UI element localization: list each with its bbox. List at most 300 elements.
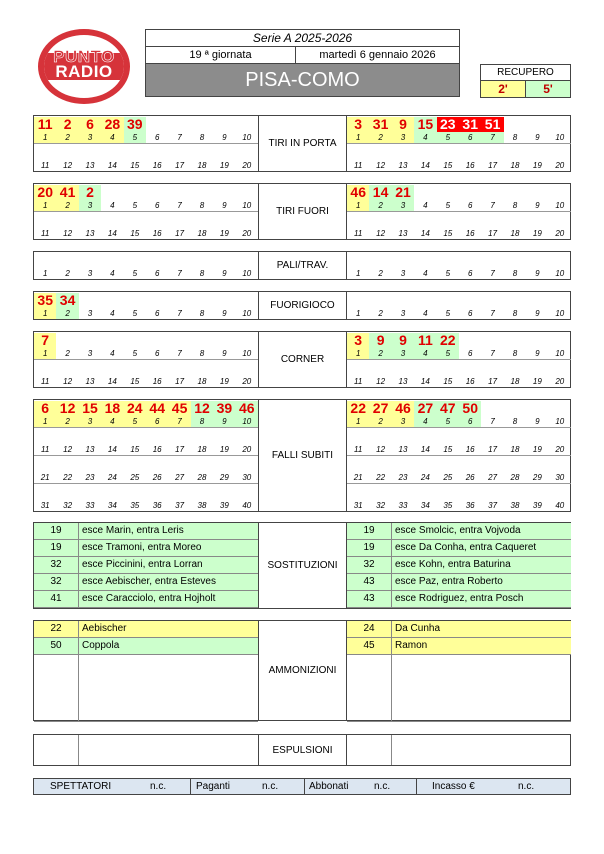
tiri-fuori-away-index: 8 bbox=[512, 201, 518, 210]
pali-trav-away-minute bbox=[526, 253, 548, 268]
corner-home-minute bbox=[79, 333, 101, 348]
corner-home-minute bbox=[56, 333, 78, 348]
tiri-in-porta-home-minute: 39 bbox=[124, 117, 146, 132]
pali-trav-away-minute bbox=[347, 253, 369, 268]
falli-subiti-away-index: 2 bbox=[369, 416, 391, 427]
falli-subiti-away-minute bbox=[481, 429, 503, 444]
tiri-in-porta-home-minute bbox=[236, 117, 258, 132]
fuorigioco-away-minute bbox=[526, 293, 548, 308]
falli-subiti-away-index: 36 bbox=[465, 501, 475, 510]
fuorigioco-away-minute bbox=[437, 293, 459, 308]
falli-subiti-away-index: 27 bbox=[488, 473, 498, 482]
tiri-in-porta-home-minute bbox=[168, 117, 190, 132]
corner-away-index: 8 bbox=[512, 349, 518, 358]
falli-subiti-away-minute bbox=[459, 485, 481, 500]
falli-subiti-away-minute: 47 bbox=[437, 401, 459, 416]
corner-away-minute bbox=[459, 361, 481, 376]
fuorigioco-home-index: 1 bbox=[34, 308, 56, 319]
event-minute: 45 bbox=[363, 640, 375, 651]
falli-subiti-home-minute: 6 bbox=[34, 401, 56, 416]
corner-home-index: 2 bbox=[65, 349, 70, 358]
falli-subiti-away-index: 24 bbox=[420, 473, 430, 482]
falli-subiti-away-index: 37 bbox=[488, 501, 498, 510]
match-title: PISA-COMO bbox=[146, 64, 459, 96]
falli-subiti-home-index: 9 bbox=[213, 416, 235, 427]
falli-subiti-home-minute: 46 bbox=[236, 401, 258, 416]
falli-subiti-away-index: 25 bbox=[443, 473, 453, 482]
falli-subiti-home-minute bbox=[236, 457, 258, 472]
tiri-fuori-home-minute bbox=[101, 213, 123, 228]
tiri-in-porta-home-minute bbox=[124, 145, 146, 160]
pali-trav-home-minute bbox=[34, 253, 56, 268]
fuorigioco-home-minute bbox=[236, 293, 258, 308]
falli-subiti-home-minute bbox=[101, 485, 123, 500]
falli-subiti-away-minute bbox=[481, 485, 503, 500]
tiri-fuori-away-minute bbox=[347, 213, 369, 228]
recupero-first-half: 2' bbox=[481, 81, 526, 97]
corner-home-index: 6 bbox=[154, 349, 160, 358]
event-text: esce Rodriguez, entra Posch bbox=[391, 591, 571, 607]
tiri-in-porta-away-minute bbox=[437, 145, 459, 160]
falli-subiti-away-index: 26 bbox=[465, 473, 475, 482]
event-minute: 32 bbox=[50, 576, 62, 587]
falli-subiti-away-minute bbox=[481, 401, 503, 416]
falli-subiti-home-index: 11 bbox=[41, 445, 50, 454]
corner-home bbox=[34, 332, 258, 387]
falli-subiti-home-index: 2 bbox=[56, 416, 78, 427]
falli-subiti-home-index: 19 bbox=[219, 445, 229, 454]
falli-subiti-home-index: 5 bbox=[124, 416, 146, 427]
falli-subiti-home-minute bbox=[213, 485, 235, 500]
pali-trav-home-index: 2 bbox=[65, 269, 70, 278]
event-minute: 43 bbox=[363, 576, 375, 587]
corner-home-minute bbox=[124, 361, 146, 376]
corner-home-minute bbox=[213, 333, 235, 348]
tiri-fuori-home-index: 18 bbox=[197, 229, 207, 238]
corner-away-minute bbox=[504, 333, 526, 348]
tiri-in-porta-label: TIRI IN PORTA bbox=[258, 116, 347, 171]
falli-subiti-home-minute bbox=[34, 457, 56, 472]
corner-home-index: 19 bbox=[219, 377, 229, 386]
event-minute: 32 bbox=[50, 559, 62, 570]
espulsioni-label: ESPULSIONI bbox=[258, 735, 347, 765]
falli-subiti-home-minute bbox=[236, 429, 258, 444]
fuorigioco-home-minute bbox=[101, 293, 123, 308]
event-text: esce Kohn, entra Baturina bbox=[391, 557, 571, 573]
paganti-value: n.c. bbox=[262, 781, 279, 792]
falli-subiti-away-index: 7 bbox=[490, 417, 495, 426]
tiri-fuori-home-index: 15 bbox=[130, 229, 140, 238]
falli-subiti-away-index: 9 bbox=[535, 417, 540, 426]
fuorigioco-away-minute bbox=[459, 293, 481, 308]
event-text: esce Caracciolo, entra Hojholt bbox=[78, 591, 258, 607]
corner-home-minute bbox=[191, 333, 213, 348]
tiri-fuori-away-minute: 21 bbox=[392, 185, 414, 200]
corner-home-minute bbox=[168, 361, 190, 376]
corner-away-minute bbox=[481, 333, 503, 348]
tiri-in-porta-home-index: 17 bbox=[175, 161, 185, 170]
pali-trav-away-minute bbox=[459, 253, 481, 268]
falli-subiti-home-index: 32 bbox=[63, 501, 73, 510]
tiri-in-porta-block bbox=[33, 115, 571, 172]
falli-subiti-home-minute bbox=[146, 485, 168, 500]
falli-subiti-home-minute: 44 bbox=[146, 401, 168, 416]
tiri-fuori-away-minute bbox=[549, 185, 571, 200]
corner-home-minute bbox=[236, 333, 258, 348]
event-text: esce Tramoni, entra Moreo bbox=[78, 540, 258, 556]
tiri-fuori-away-index: 5 bbox=[445, 201, 451, 210]
falli-subiti-away-index: 4 bbox=[414, 416, 436, 427]
falli-subiti-away-minute bbox=[504, 401, 526, 416]
tiri-in-porta-away-minute bbox=[414, 145, 436, 160]
fuorigioco-away-index: 8 bbox=[512, 309, 518, 318]
pali-trav-away-index: 4 bbox=[423, 269, 428, 278]
falli-subiti-home-index: 29 bbox=[219, 473, 229, 482]
pali-trav-home-minute bbox=[213, 253, 235, 268]
pali-trav-away-index: 3 bbox=[400, 269, 406, 278]
tiri-fuori-away-minute bbox=[414, 213, 436, 228]
falli-subiti-home-index: 17 bbox=[175, 445, 185, 454]
tiri-in-porta-home-index: 11 bbox=[41, 161, 50, 170]
falli-subiti-home-index: 20 bbox=[242, 445, 252, 454]
pali-trav-label: PALI/TRAV. bbox=[258, 252, 347, 279]
event-text bbox=[78, 705, 258, 721]
tiri-fuori-home-minute bbox=[146, 213, 168, 228]
falli-subiti-away-index: 32 bbox=[376, 501, 386, 510]
tiri-in-porta-away-index: 14 bbox=[420, 161, 430, 170]
event-text: Da Cunha bbox=[391, 621, 571, 637]
event-minute: 50 bbox=[50, 640, 62, 651]
tiri-in-porta-away-index: 8 bbox=[512, 133, 518, 142]
falli-subiti-home-minute bbox=[168, 429, 190, 444]
tiri-in-porta-home-minute bbox=[79, 145, 101, 160]
falli-subiti-away-index: 18 bbox=[510, 445, 520, 454]
abbonati-value: n.c. bbox=[374, 781, 391, 792]
falli-subiti-home-minute: 15 bbox=[79, 401, 101, 416]
tiri-fuori-home-minute: 41 bbox=[56, 185, 78, 200]
paganti-label: Paganti bbox=[196, 781, 230, 792]
tiri-fuori-away-index: 1 bbox=[347, 200, 369, 211]
logo-line2: RADIO bbox=[55, 62, 113, 81]
tiri-in-porta-home-minute bbox=[56, 145, 78, 160]
tiri-fuori-block bbox=[33, 183, 571, 240]
tiri-fuori-home-index: 4 bbox=[110, 201, 115, 210]
pali-trav-away-minute bbox=[437, 253, 459, 268]
falli-subiti-home-minute bbox=[236, 485, 258, 500]
fuorigioco-home-minute bbox=[124, 293, 146, 308]
tiri-in-porta-away-minute: 31 bbox=[459, 117, 481, 132]
tiri-fuori-away-minute bbox=[459, 213, 481, 228]
tiri-in-porta-away-minute: 51 bbox=[481, 117, 503, 132]
falli-subiti-away-minute bbox=[549, 485, 571, 500]
pali-trav-away-index: 6 bbox=[467, 269, 473, 278]
falli-subiti-label: FALLI SUBITI bbox=[258, 400, 347, 511]
tiri-in-porta-home-index: 13 bbox=[85, 161, 95, 170]
corner-home-minute: 7 bbox=[34, 333, 56, 348]
fuorigioco-away-index: 9 bbox=[535, 309, 540, 318]
falli-subiti-away-index: 6 bbox=[459, 416, 481, 427]
sostituzioni-block bbox=[33, 522, 571, 609]
falli-subiti-home-index: 37 bbox=[175, 501, 185, 510]
corner-home-minute bbox=[124, 333, 146, 348]
falli-subiti-home-index: 27 bbox=[175, 473, 185, 482]
pali-trav-away-index: 8 bbox=[512, 269, 518, 278]
falli-subiti-away-index: 20 bbox=[555, 445, 565, 454]
tiri-in-porta-away-minute: 31 bbox=[369, 117, 391, 132]
corner-away-minute bbox=[459, 333, 481, 348]
pali-trav-home-index: 8 bbox=[199, 269, 205, 278]
corner-home-minute bbox=[168, 333, 190, 348]
falli-subiti-home-minute bbox=[101, 429, 123, 444]
tiri-in-porta-away-minute: 3 bbox=[347, 117, 369, 132]
tiri-fuori-away-minute bbox=[526, 185, 548, 200]
tiri-in-porta-away-minute: 23 bbox=[437, 117, 459, 132]
tiri-fuori-home-minute: 2 bbox=[79, 185, 101, 200]
falli-subiti-away-minute bbox=[347, 485, 369, 500]
tiri-in-porta-home-minute: 28 bbox=[101, 117, 123, 132]
falli-subiti-away-minute bbox=[414, 485, 436, 500]
fuorigioco-away-index: 3 bbox=[400, 309, 406, 318]
tiri-in-porta-home-index: 19 bbox=[219, 161, 229, 170]
corner-home-index: 14 bbox=[107, 377, 117, 386]
corner-away-index: 19 bbox=[532, 377, 542, 386]
tiri-in-porta-away bbox=[347, 116, 571, 171]
ammonizioni-block bbox=[33, 620, 571, 721]
falli-subiti-home-minute bbox=[191, 485, 213, 500]
falli-subiti-away-index: 14 bbox=[420, 445, 430, 454]
falli-subiti-away-minute bbox=[459, 429, 481, 444]
pali-trav-away-index: 7 bbox=[490, 269, 495, 278]
tiri-fuori-away-index: 19 bbox=[532, 229, 542, 238]
corner-home-minute bbox=[146, 361, 168, 376]
falli-subiti-away-minute: 22 bbox=[347, 401, 369, 416]
falli-subiti-home-index: 38 bbox=[197, 501, 207, 510]
falli-subiti-home-index: 6 bbox=[146, 416, 168, 427]
fuorigioco-away-minute bbox=[414, 293, 436, 308]
fuorigioco-away-minute bbox=[549, 293, 571, 308]
tiri-fuori-home-index: 14 bbox=[107, 229, 117, 238]
tiri-fuori-home-minute bbox=[56, 213, 78, 228]
falli-subiti-away-minute bbox=[347, 429, 369, 444]
tiri-in-porta-home-minute bbox=[191, 117, 213, 132]
falli-subiti-home-index: 34 bbox=[107, 501, 117, 510]
fuorigioco-away-index: 1 bbox=[355, 309, 361, 318]
tiri-fuori-home-minute bbox=[101, 185, 123, 200]
falli-subiti-home-index: 15 bbox=[130, 445, 140, 454]
tiri-fuori-away-index: 11 bbox=[354, 229, 363, 238]
falli-subiti-away-index: 10 bbox=[555, 417, 565, 426]
event-minute: 19 bbox=[363, 525, 375, 536]
substitution-row bbox=[347, 574, 571, 591]
corner-away-index: 13 bbox=[398, 377, 408, 386]
fuorigioco-away-index: 2 bbox=[378, 309, 383, 318]
corner-away-minute bbox=[526, 361, 548, 376]
event-minute: 32 bbox=[363, 559, 375, 570]
fuorigioco-home-index: 8 bbox=[199, 309, 205, 318]
corner-block bbox=[33, 331, 571, 388]
tiri-fuori-away-minute bbox=[437, 185, 459, 200]
fuorigioco-home bbox=[34, 292, 258, 319]
tiri-in-porta-away-minute bbox=[504, 145, 526, 160]
falli-subiti-away-minute bbox=[549, 401, 571, 416]
pali-trav-home-index: 5 bbox=[132, 269, 138, 278]
corner-home-index: 20 bbox=[242, 377, 252, 386]
tiri-in-porta-away-index: 13 bbox=[398, 161, 408, 170]
fuorigioco-away-index: 7 bbox=[490, 309, 495, 318]
falli-subiti-away-minute bbox=[414, 429, 436, 444]
pali-trav-away-index: 1 bbox=[355, 269, 361, 278]
fuorigioco-home-index: 5 bbox=[132, 309, 138, 318]
falli-subiti-away-minute: 27 bbox=[414, 401, 436, 416]
pali-trav-home-minute bbox=[101, 253, 123, 268]
tiri-fuori-away-minute bbox=[437, 213, 459, 228]
tiri-in-porta-home-index: 12 bbox=[63, 161, 73, 170]
fuorigioco-home-index: 3 bbox=[87, 309, 93, 318]
falli-subiti-away-minute bbox=[392, 485, 414, 500]
fuorigioco-away-index: 6 bbox=[467, 309, 473, 318]
tiri-in-porta-home-minute bbox=[146, 117, 168, 132]
falli-subiti-away-index: 13 bbox=[398, 445, 408, 454]
corner-away-index: 2 bbox=[369, 348, 391, 359]
corner-away-index: 11 bbox=[354, 377, 363, 386]
tiri-fuori-home-minute bbox=[124, 185, 146, 200]
tiri-in-porta-home-index: 6 bbox=[154, 133, 160, 142]
corner-away-minute bbox=[526, 333, 548, 348]
falli-subiti-away bbox=[347, 400, 571, 511]
tiri-fuori-away-minute bbox=[481, 213, 503, 228]
falli-subiti-home-index: 36 bbox=[152, 501, 162, 510]
tiri-fuori-away-minute bbox=[504, 213, 526, 228]
pali-trav-away-index: 10 bbox=[555, 269, 565, 278]
falli-subiti-home bbox=[34, 400, 258, 511]
tiri-fuori-away-minute bbox=[481, 185, 503, 200]
corner-away-index: 10 bbox=[555, 349, 565, 358]
pali-trav-away-minute bbox=[369, 253, 391, 268]
match-date: martedì 6 gennaio 2026 bbox=[319, 49, 436, 61]
tiri-fuori-home-minute bbox=[213, 185, 235, 200]
falli-subiti-away-index: 39 bbox=[532, 501, 542, 510]
substitution-row bbox=[34, 523, 258, 540]
corner-home-index: 13 bbox=[85, 377, 95, 386]
tiri-in-porta-away-index: 10 bbox=[555, 133, 565, 142]
fuorigioco-away-minute bbox=[369, 293, 391, 308]
incasso-label: Incasso € bbox=[432, 781, 475, 792]
tiri-fuori-home-minute bbox=[79, 213, 101, 228]
corner-away-minute: 22 bbox=[437, 333, 459, 348]
falli-subiti-home-minute: 12 bbox=[56, 401, 78, 416]
falli-subiti-home-minute bbox=[124, 485, 146, 500]
falli-subiti-away-minute bbox=[392, 429, 414, 444]
spettatori-label: SPETTATORI bbox=[50, 781, 112, 792]
corner-away-index: 18 bbox=[510, 377, 520, 386]
substitution-row bbox=[34, 591, 258, 608]
corner-home-minute bbox=[191, 361, 213, 376]
tiri-in-porta-away-index: 4 bbox=[414, 132, 436, 143]
recupero-box bbox=[480, 64, 571, 98]
falli-subiti-home-index: 33 bbox=[85, 501, 95, 510]
tiri-fuori-away-index: 10 bbox=[555, 201, 565, 210]
falli-subiti-home-index: 23 bbox=[85, 473, 95, 482]
falli-subiti-away-index: 8 bbox=[512, 417, 518, 426]
tiri-in-porta-away-minute bbox=[392, 145, 414, 160]
tiri-in-porta-away-minute bbox=[459, 145, 481, 160]
tiri-in-porta-home-index: 10 bbox=[242, 133, 252, 142]
tiri-in-porta-home-index: 15 bbox=[130, 161, 140, 170]
fuorigioco-home-minute bbox=[146, 293, 168, 308]
falli-subiti-away-index: 22 bbox=[376, 473, 386, 482]
event-text bbox=[391, 705, 571, 721]
falli-subiti-home-minute bbox=[191, 429, 213, 444]
falli-subiti-away-minute bbox=[526, 485, 548, 500]
espulsioni-block bbox=[33, 734, 571, 766]
tiri-in-porta-home-minute bbox=[34, 145, 56, 160]
falli-subiti-home-minute bbox=[124, 457, 146, 472]
tiri-in-porta-home-minute bbox=[191, 145, 213, 160]
pali-trav-home-index: 7 bbox=[177, 269, 182, 278]
falli-subiti-home-index: 31 bbox=[40, 501, 50, 510]
corner-away bbox=[347, 332, 571, 387]
falli-subiti-home-minute bbox=[56, 429, 78, 444]
tiri-in-porta-home-index: 5 bbox=[124, 132, 146, 143]
corner-home-index: 9 bbox=[222, 349, 227, 358]
pali-trav-away-index: 9 bbox=[535, 269, 540, 278]
falli-subiti-home-index: 8 bbox=[191, 416, 213, 427]
pali-trav-home-minute bbox=[79, 253, 101, 268]
tiri-in-porta-away-index: 20 bbox=[555, 161, 565, 170]
falli-subiti-home-index: 30 bbox=[242, 473, 252, 482]
corner-home-minute bbox=[213, 361, 235, 376]
espulsioni-home bbox=[34, 735, 258, 765]
falli-subiti-home-minute: 45 bbox=[168, 401, 190, 416]
corner-home-minute bbox=[79, 361, 101, 376]
corner-away-minute: 9 bbox=[392, 333, 414, 348]
falli-subiti-away-index: 12 bbox=[376, 445, 386, 454]
falli-subiti-home-minute: 39 bbox=[213, 401, 235, 416]
event-minute: 19 bbox=[50, 525, 62, 536]
pali-trav-away-minute bbox=[481, 253, 503, 268]
falli-subiti-home-index: 24 bbox=[107, 473, 117, 482]
substitution-row bbox=[34, 540, 258, 557]
tiri-fuori-home-minute bbox=[168, 213, 190, 228]
tiri-fuori-away bbox=[347, 184, 571, 239]
sostituzioni-away bbox=[347, 523, 571, 608]
sostituzioni-label: SOSTITUZIONI bbox=[258, 523, 347, 608]
fuorigioco-home-index: 7 bbox=[177, 309, 182, 318]
corner-away-index: 20 bbox=[555, 377, 565, 386]
tiri-fuori-away-minute bbox=[392, 213, 414, 228]
pali-trav-home-index: 3 bbox=[87, 269, 93, 278]
tiri-in-porta-away-minute: 9 bbox=[392, 117, 414, 132]
booking-row bbox=[347, 621, 571, 638]
falli-subiti-home-index: 35 bbox=[130, 501, 140, 510]
event-text: esce Smolcic, entra Vojvoda bbox=[391, 523, 571, 539]
corner-home-index: 8 bbox=[199, 349, 205, 358]
tiri-in-porta-away-minute bbox=[347, 145, 369, 160]
substitution-row bbox=[347, 540, 571, 557]
falli-subiti-away-index: 40 bbox=[555, 501, 565, 510]
pali-trav-away-index: 5 bbox=[445, 269, 451, 278]
falli-subiti-away-index: 17 bbox=[488, 445, 498, 454]
substitution-row bbox=[34, 574, 258, 591]
fuorigioco-home-index: 2 bbox=[56, 308, 78, 319]
falli-subiti-home-index: 18 bbox=[197, 445, 207, 454]
falli-subiti-home-index: 26 bbox=[152, 473, 162, 482]
corner-away-index: 14 bbox=[420, 377, 430, 386]
event-minute: 22 bbox=[50, 623, 62, 634]
attendance-footer bbox=[33, 778, 571, 795]
falli-subiti-away-minute bbox=[437, 429, 459, 444]
corner-label: CORNER bbox=[258, 332, 347, 387]
